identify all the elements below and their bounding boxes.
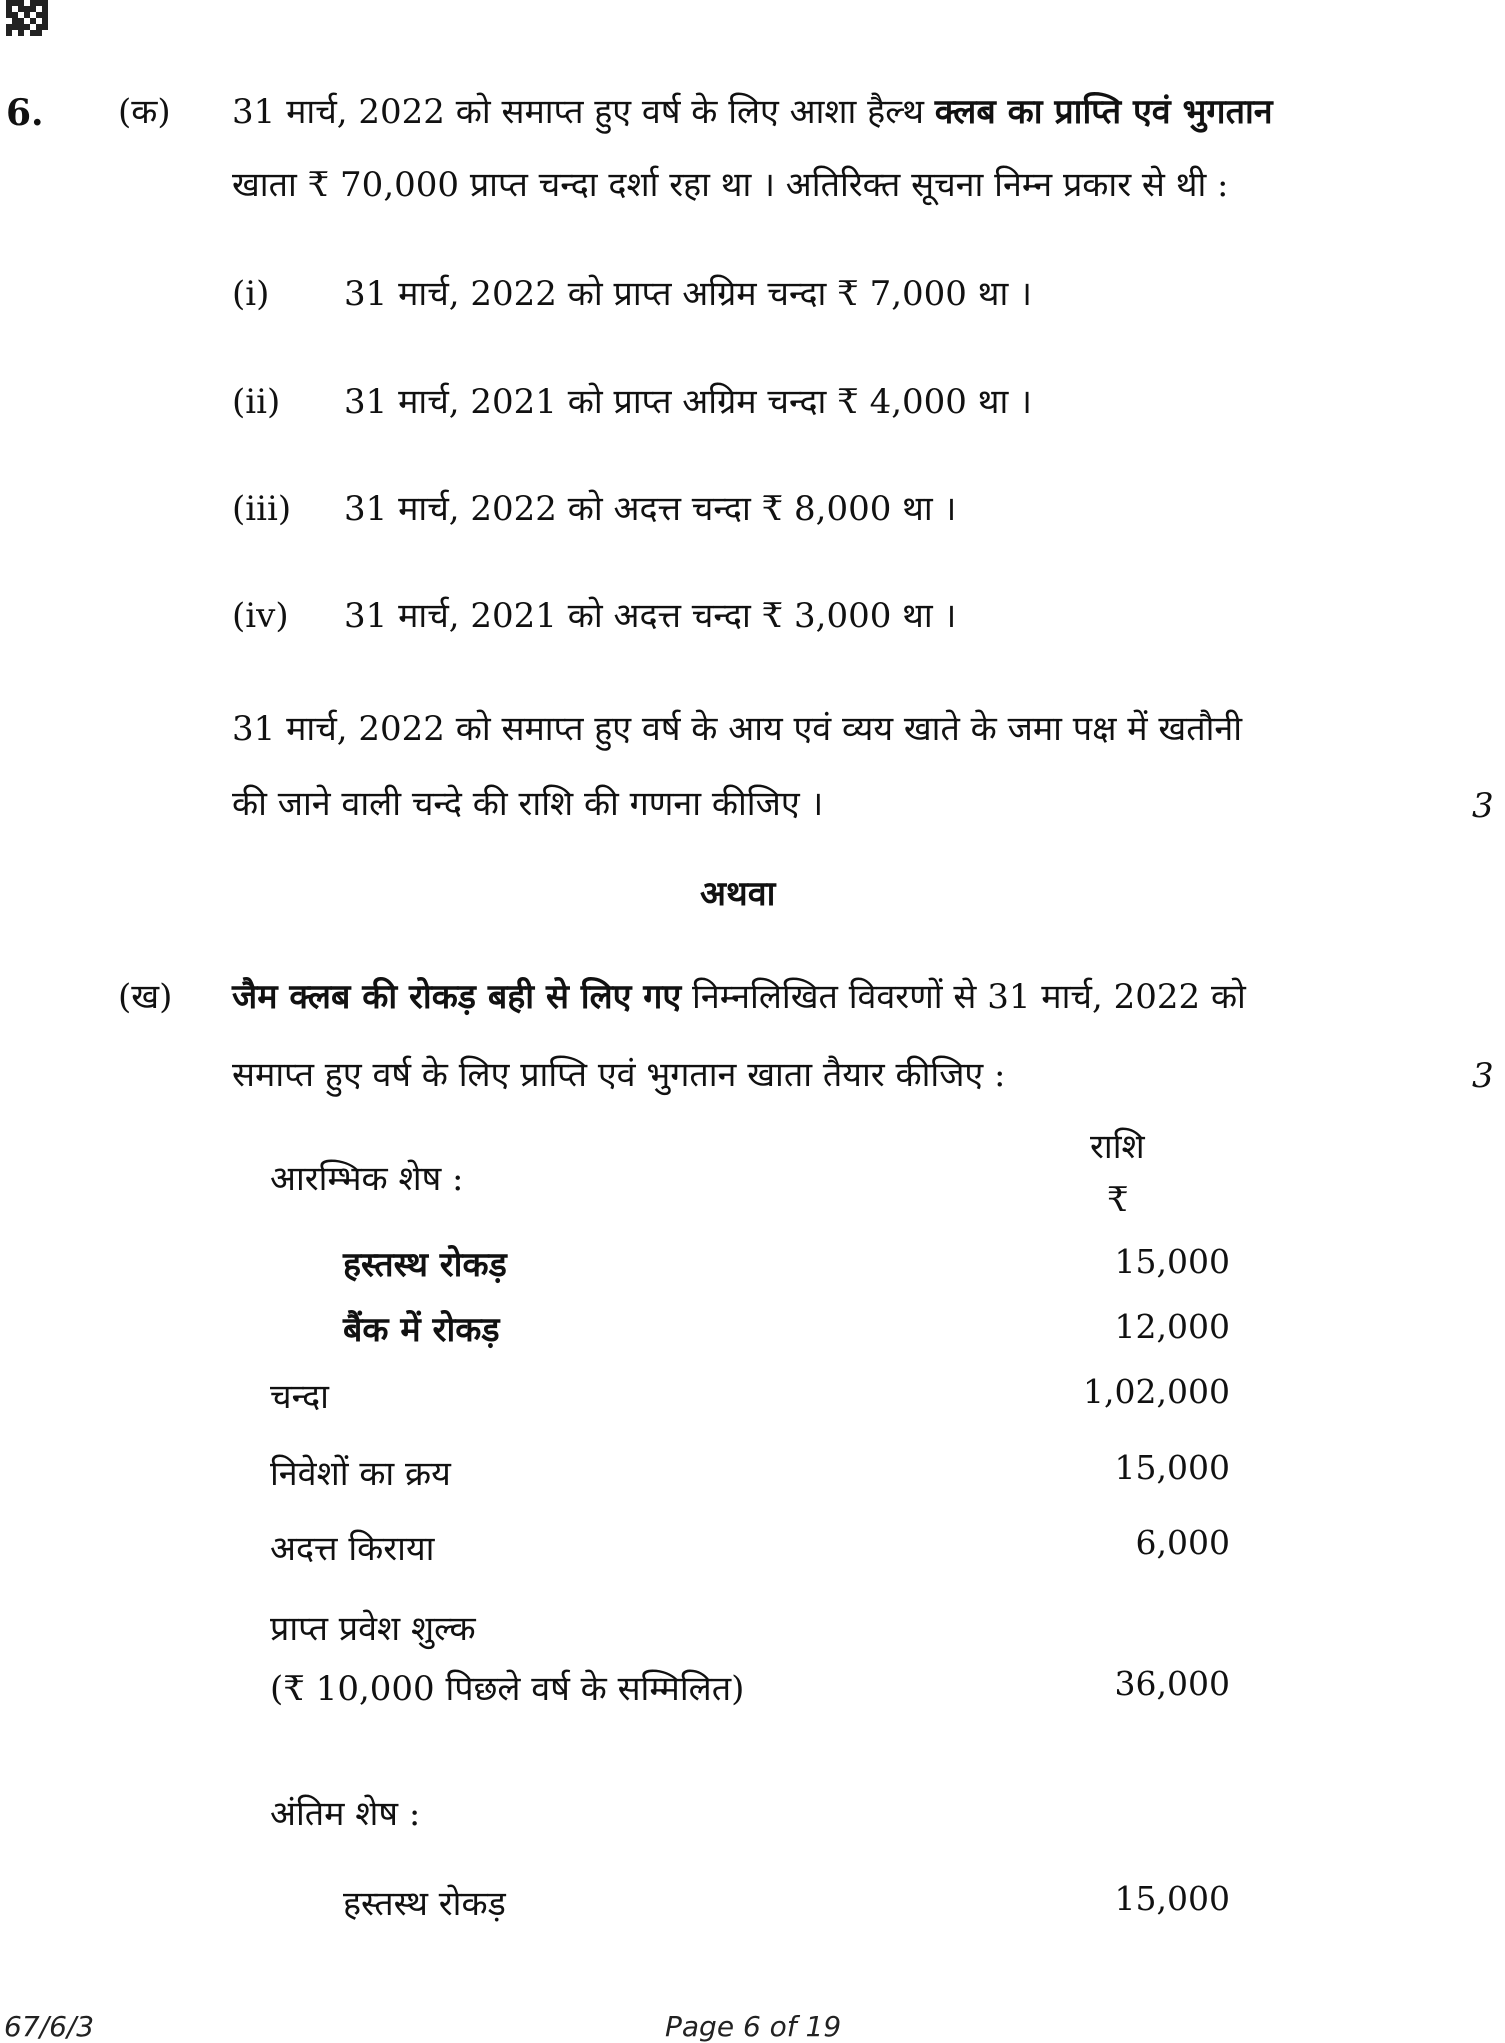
table-row-amount: 6,000 [1135,1523,1230,1562]
part-b-line1 [232,975,1246,1019]
table-row-amount: 15,000 [1114,1242,1230,1281]
part-b-marks: 3 [1472,1056,1494,1096]
question-number: 6. [6,92,44,134]
table-row-label: चन्दा [270,1377,329,1417]
part-a-marks: 3 [1472,786,1494,826]
part-a-intro-bold: क्लब का प्राप्ति एवं भुगतान [934,92,1273,132]
table-row-amount: 1,02,000 [1083,1372,1230,1411]
table-row-label: हस्तस्थ रोकड़ [343,1245,507,1285]
item-text: 31 मार्च, 2022 को प्राप्त अग्रिम चन्दा ₹ 7,000 था । [344,274,1032,314]
table-row-amount: 12,000 [1114,1307,1230,1346]
part-a-task-line2: की जाने वाली चन्दे की राशि की गणना कीजिए । [232,784,824,824]
table-row-amount: 15,000 [1114,1879,1230,1918]
admission-fee-note: (₹ 10,000 पिछले वर्ष के सम्मिलित) [270,1669,745,1709]
or-separator: अथवा [700,874,776,914]
closing-balance-label: अंतिम शेष : [270,1794,421,1834]
item-number: (iv) [232,596,289,636]
part-b-line1-normal: निम्नलिखित विवरणों से 31 मार्च, 2022 को [681,977,1246,1017]
item-number: (i) [232,274,270,314]
table-row-label: हस्तस्थ रोकड़ [343,1884,506,1924]
item-text: 31 मार्च, 2021 को प्राप्त अग्रिम चन्दा ₹ 4,000 था । [344,382,1032,422]
table-row-label: बैंक में रोकड़ [343,1310,500,1350]
item-text: 31 मार्च, 2021 को अदत्त चन्दा ₹ 3,000 था । [344,596,957,636]
item-number: (iii) [232,489,292,529]
opening-balance-label: आरम्भिक शेष : [270,1159,464,1199]
currency-header: ₹ [1107,1180,1129,1220]
part-b-line2: समाप्त हुए वर्ष के लिए प्राप्ति एवं भुगतान खाता तैयार कीजिए : [232,1055,1006,1095]
admission-fee-label: प्राप्त प्रवेश शुल्क [270,1609,476,1649]
part-a-intro-line1 [232,90,1273,134]
part-a-label: (क) [118,92,171,132]
table-row-label: निवेशों का क्रय [270,1454,451,1494]
item-text: 31 मार्च, 2022 को अदत्त चन्दा ₹ 8,000 था । [344,489,957,529]
part-a-intro-normal: 31 मार्च, 2022 को समाप्त हुए वर्ष के लिए आशा हैल्थ [232,92,935,132]
admission-fee-amount: 36,000 [1114,1664,1230,1703]
item-number: (ii) [232,382,281,422]
page-number: Page 6 of 19 [665,2010,842,2043]
part-a-task-line1: 31 मार्च, 2022 को समाप्त हुए वर्ष के आय एवं व्यय खाते के जमा पक्ष में खतौनी [232,709,1243,749]
part-b-line1-bold: जैम क्लब की रोकड़ बही से लिए गए [232,977,682,1017]
table-row-label: अदत्त किराया [270,1529,435,1569]
part-a-intro-line2: खाता ₹ 70,000 प्राप्त चन्दा दर्शा रहा था । अतिरिक्त सूचना निम्न प्रकार से थी : [232,165,1229,205]
qr-code [6,0,48,36]
amount-column-header: राशि [1090,1127,1145,1167]
part-b-label: (ख) [118,977,173,1017]
paper-code: 67/6/3 [4,2010,95,2043]
table-row-amount: 15,000 [1114,1448,1230,1487]
